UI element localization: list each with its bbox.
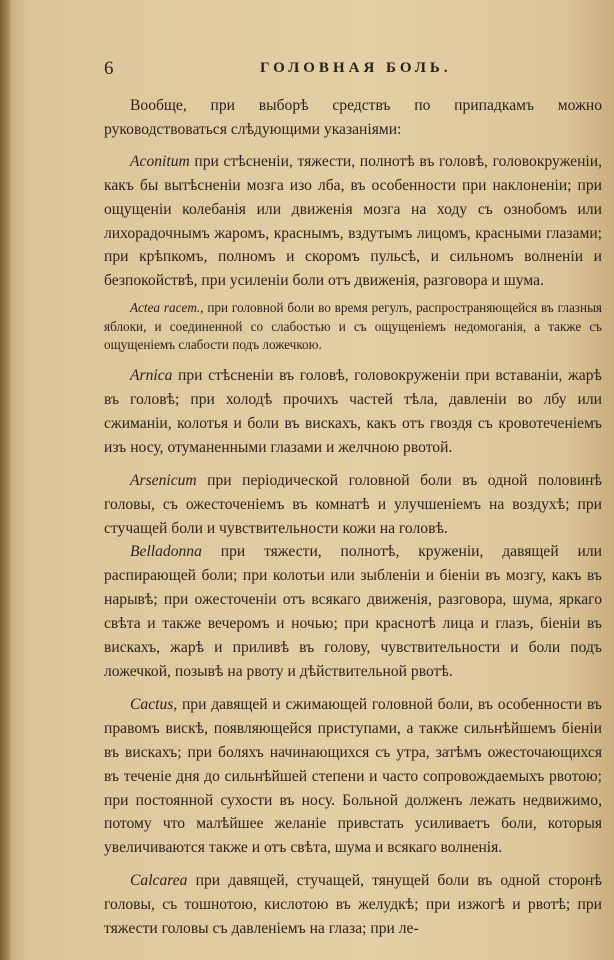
entry-calcarea — [104, 869, 602, 941]
entry-arsenicum — [104, 469, 602, 541]
entry-text-cactus: , при давящей и сжимающей головной боли, въ особенности въ правомъ вискѣ, появляющейся приступами, а также сильнѣйшемъ біеніи въ вискахъ; при боляхъ начинающихся съ утра, затѣмъ ожесточающихся въ теченіе дня до сильнѣйшей степени и часто сопровождаемыхъ рвотою; при постоянной сухости въ носу. Больной долженъ лежать недвижимо, потому что малѣйшее желаніе привстать усиливаетъ боли, которыя увеличиваются также и отъ свѣта, шума и всякаго волненія. — [104, 695, 602, 857]
entry-text-aconitum: при стѣсненіи, тяжести, полнотѣ въ головѣ, головокруженіи, какъ бы вытѣсненіи мозга изо лба, въ особенности при наклоненіи; при ощущеніи колебанія или движенія мозга на ходу съ ознобомъ или лихорадочнымъ жаромъ, краснымъ, вздутымъ лицомъ, красными глазами; при крѣпкомъ, полномъ и скоромъ пульсѣ, и сильномъ волненіи и безпокойствѣ, при усиленіи боли отъ движенія, разговора и шума. — [104, 152, 602, 290]
remedy-name-cactus: Cactus — [130, 695, 174, 713]
remedy-name-actea: Actea racem. — [130, 300, 201, 316]
entry-actea — [104, 299, 602, 354]
page-number: 6 — [104, 58, 114, 79]
remedy-name-aconitum: Aconitum — [130, 152, 190, 170]
running-title: ГОЛОВНАЯ БОЛЬ. — [260, 60, 452, 76]
remedy-name-arnica: Arnica — [130, 367, 173, 385]
entry-text-calcarea: при давящей, стучащей, тянущей боли въ одной сторонѣ головы, съ тошнотою, кислотою въ желудкѣ; при изжогѣ и рвотѣ; при тяжести головы съ давленіемъ на глаза; при ле- — [104, 872, 602, 938]
remedy-name-arsenicum: Arsenicum — [130, 471, 197, 489]
body-text — [104, 94, 602, 941]
remedy-name-belladonna: Belladonna — [130, 543, 202, 561]
entry-text-arsenicum: при періодической головной боли въ одной половинѣ головы, съ ожесточеніемъ въ комнатѣ и улучшеніемъ на воздухѣ; при стучащей боли и чувствительности кожи на головѣ. — [104, 471, 602, 537]
page-gutter-shadow — [0, 0, 10, 960]
entry-text-actea: , при головной боли во время регулъ, распространяющейся въ глазныя яблоки, и соединенной со слабостью и съ ощущеніемъ недомоганія, а также съ ощущеніемъ слабости подъ ложечкою. — [104, 300, 602, 352]
entry-aconitum — [104, 150, 602, 293]
entry-cactus — [104, 693, 602, 860]
entry-text-arnica: при стѣсненіи въ головѣ, головокруженіи при вставаніи, жарѣ въ головѣ; при холодѣ прочихъ частей тѣла, давленіи во лбу или сжиманіи, колотья и боли въ вискахъ, какъ отъ гвоздя съ кровотеченіемъ изъ носу, отуманенными глазами и желчною рвотой. — [104, 367, 602, 456]
entry-arnica — [104, 364, 602, 460]
entry-belladonna — [104, 540, 602, 683]
remedy-name-calcarea: Calcarea — [130, 872, 188, 890]
intro-paragraph: Вообще, при выборѣ средствъ по припадкамъ можно руководствоваться слѣдующими указаніями: — [104, 97, 602, 138]
running-header — [104, 58, 604, 82]
entry-text-belladonna: при тяжести, полнотѣ, круженіи, давящей или распирающей боли; при колотьи или зыбленіи и біеніи въ мозгу, какъ въ нарывѣ; при ожесточеніи отъ всякаго движенія, разговора, шума, яркаго свѣта и также вечеромъ и ночью; при краснотѣ лица и глазъ, біеніи въ вискахъ, жарѣ и приливѣ въ голову, чувствительности и боли подъ ложечкой, позывѣ на рвоту и дѣйствительной рвотѣ. — [104, 543, 602, 681]
